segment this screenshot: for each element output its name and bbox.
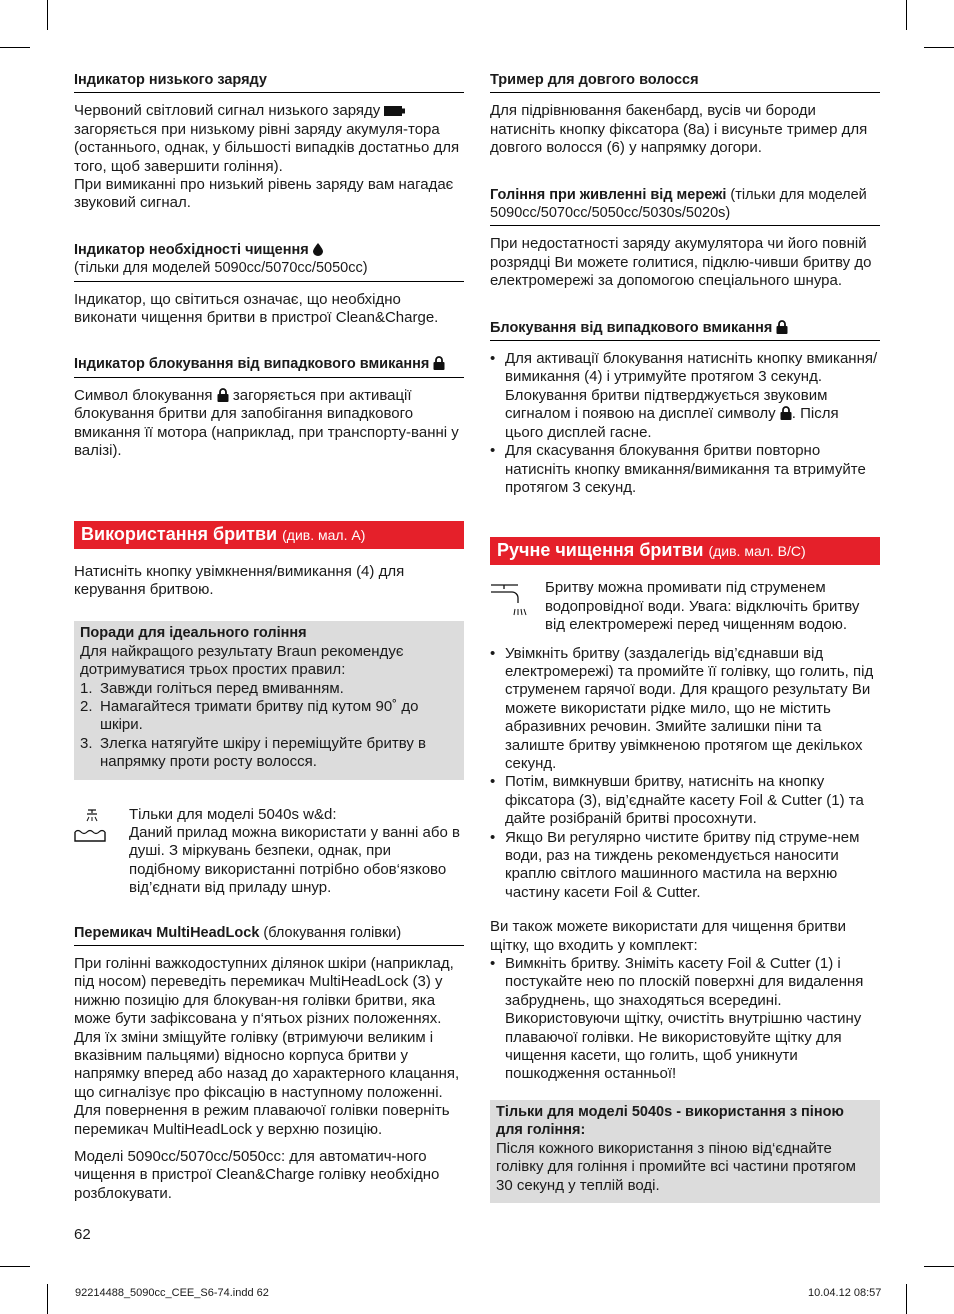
list-item: • Для скасування блокування бритви повторно натисніть кнопку вмикання/вимикання та втримуйте протягом 3 секунд. — [490, 442, 880, 497]
crop-mark — [906, 0, 907, 30]
tips-heading: Поради для ідеального гоління — [80, 625, 307, 642]
battery-icon — [384, 105, 406, 117]
foam-note-heading: Тільки для моделі 5040s - використання з піною для гоління: — [496, 1103, 844, 1139]
brush-list — [490, 955, 880, 1084]
crop-mark — [47, 1284, 48, 1314]
multiheadlock-section — [74, 924, 464, 1204]
page-number: 62 — [74, 1226, 91, 1243]
clean-indicator-heading: Індикатор необхідності чищення (тільки для моделей 5090cc/5070cc/5050cc) — [74, 241, 464, 282]
clean-indicator-text: Індикатор, що світиться означає, що необхідно виконати чищення бритви в пристрої Clean&Charge. — [74, 290, 439, 327]
list-item: 2. Намагайтеся тримати бритву під кутом 90˚ до шкіри. — [80, 697, 419, 734]
low-charge-heading: Індикатор низького заряду — [74, 71, 464, 93]
trimmer-text: Для підрівнювання бакенбард, вусів чи бороди натисніть кнопку фіксатора (8a) і висуньте тример для довгого волосся (6) у напрямку догори. — [490, 102, 868, 157]
crop-mark — [906, 1284, 907, 1314]
bath-shower-icon — [74, 808, 106, 844]
crop-mark — [924, 47, 954, 48]
drop-icon — [313, 243, 323, 256]
list-item: • Якщо Ви регулярно чистите бритву під струме-нем води, раз на тиждень рекомендується наносити краплю світлого машинного мастила на верхню частину касети Foil & Cutter. — [490, 829, 880, 903]
list-item: • Вимкніть бритву. Зніміть касету Foil & Cutter (1) і постукайте нею по плоскій поверхні для видалення забруднень, що знаходяться всередині. Використовуючи щітку, очистіть внутрішню частину плаваючої голівки. Не використовуйте щітку для чищення касети, що голить, щоб уникнути пошкодження останньої! — [490, 955, 880, 1084]
mains-text: При недостатності заряду акумулятора чи його повній розрядці Ви можете голитися, підклю-чивши бритву до електромережі за допомогою спеціального шнура. — [490, 235, 872, 290]
right-column — [490, 71, 880, 1203]
travel-lock-section — [490, 319, 880, 498]
crop-mark — [0, 1266, 30, 1267]
multiheadlock-heading: Перемикач MultiHeadLock (блокування голівки) — [74, 924, 464, 946]
lock-indicator-heading: Індикатор блокування від випадкового вмикання — [74, 355, 464, 377]
mains-section — [490, 186, 880, 291]
low-charge-sound-text: При вимиканні про низький рівень заряду вам нагадає звуковий сигнал. — [74, 176, 454, 212]
wet-dry-model: Тільки для моделі 5040s w&d: — [129, 805, 337, 823]
crop-mark — [0, 47, 30, 48]
footer-date: 10.04.12 08:57 — [808, 1287, 882, 1299]
lock-indicator-section — [74, 355, 464, 460]
list-item: • Увімкніть бритву (заздалегідь від’єднавши від електромережі) та промийте її голівку, що голить, під струменем гарячої води. Для кращого результату Ви можете використати рідке мило, що не містить абразивних речовин. Змийте залишки піни та залиште бритву увімкненою протягом ще декількох секунд. — [490, 645, 880, 774]
wet-dry-note — [74, 806, 464, 898]
lock-icon — [217, 388, 229, 402]
water-tap-icon — [490, 581, 530, 621]
foam-note-text: Після кожного використання з піною від‘єднайте голівку для гоління і промийте всі частини протягом 30 секунд у теплій воді. — [496, 1139, 856, 1194]
travel-lock-heading: Блокування від випадкового вмикання — [490, 319, 880, 341]
lock-icon — [780, 406, 792, 420]
tap-text: Бритву можна промивати під струменем водопровідної води. Увага: відключіть бритву від електромережі перед чищенням водою. — [545, 579, 860, 634]
low-charge-text: Червоний світловий сигнал низького заряду загоряється при низькому рівні заряду акумуля-тора (останнього, однак, у більшості випадків достатньо для того, щоб завершити гоління). — [74, 102, 460, 175]
trimmer-section — [490, 71, 880, 158]
list-item: • Для активації блокування натисніть кнопку вмикання/вимикання (4) і утримуйте протягом 3 секунд. Блокування бритви підтверджується звуковим сигналом і появою на дисплеї символу . Після цього дисплей гасне. — [490, 350, 880, 442]
mains-heading: Гоління при живленні від мережі (тільки для моделей 5090cc/5070cc/5050cc/5030s/5020s) — [490, 186, 880, 227]
crop-mark — [47, 0, 48, 30]
crop-mark — [924, 1266, 954, 1267]
tips-intro: Для найкращого результату Braun рекомендує дотримуватися трьох простих правил: — [80, 642, 404, 679]
footer-file: 92214488_5090cc_CEE_S6-74.indd 62 — [75, 1287, 269, 1299]
wet-dry-text: Даний прилад можна використати у ванні або в душі. З міркувань безпеки, однак, при подібному використанні потрібно обов‘язково від’єднати від приладу шнур. — [129, 823, 460, 897]
lock-indicator-text: Символ блокування загоряється при активації блокування бритви для запобігання випадкового вмикання її мотора (наприклад, при транспорту-ванні у валізі). — [74, 386, 459, 460]
foam-note-box — [490, 1100, 880, 1203]
trimmer-heading: Тример для довгого волосся — [490, 71, 880, 93]
clean-indicator-section — [74, 241, 464, 328]
tap-note — [490, 579, 880, 634]
travel-lock-list — [490, 350, 880, 497]
using-shaver-text: Натисніть кнопку увімкнення/вимикання (4) для керування бритвою. — [74, 562, 405, 598]
multiheadlock-models-text: Моделі 5090cc/5070cc/5050cc: для автоматич-ного чищення в пристрої Clean&Charge голівку необхідно розблокувати. — [74, 1148, 440, 1202]
manual-cleaning-heading: Ручне чищення бритви (див. мал. B/C) — [490, 537, 880, 565]
tips-list — [80, 680, 458, 772]
using-shaver-heading: Використання бритви (див. мал. A) — [74, 521, 464, 549]
left-column — [74, 71, 464, 1203]
multiheadlock-text: При голінні важкодоступних ділянок шкіри (наприклад, під носом) переведіть перемикач MultiHeadLock (3) у нижню позицію для блокуван-ня голівки бритви, яка може бути зафіксована у п‘ятьох різних положеннях. Для їх зміни зміщуйте голівку (втримуючи великим і вказівним пальцями) відносно корпуса бритви у напрямку вперед або назад до характерного клацання, що сигналізує про фіксацію в наступному положенні. Для повернення в режим плаваючої голівки поверніть перемикач MultiHeadLock у верхню позицію. — [74, 955, 460, 1138]
list-item: 1. Завжди голіться перед вмиванням. — [80, 679, 344, 697]
brush-intro: Ви також можете використати для чищення бритви щітку, що входить у комплект: — [490, 918, 846, 954]
lock-icon — [776, 320, 788, 334]
manual-cleaning-list — [490, 645, 880, 903]
low-charge-section — [74, 71, 464, 213]
tips-box — [74, 621, 464, 779]
list-item: • Потім, вимкнувши бритву, натисніть на кнопку фіксатора (3), від’єднайте касету Foil & Cutter (1) та дайте розібраній бритві просохнути. — [490, 773, 880, 828]
lock-icon — [433, 356, 445, 370]
list-item: 3. Злегка натягуйте шкіру і переміщуйте бритву в напрямку проти росту волосся. — [80, 734, 427, 771]
